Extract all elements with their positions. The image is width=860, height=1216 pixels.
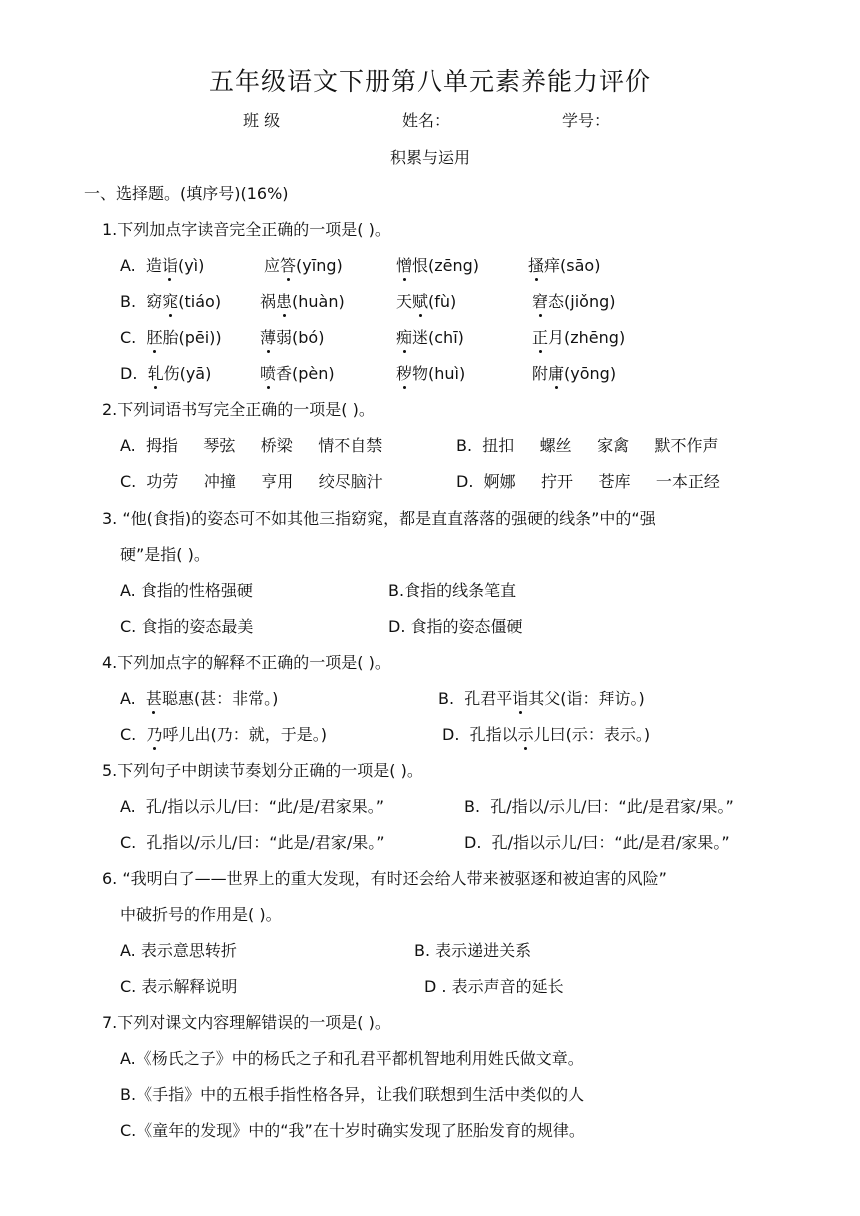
q1-option-b-word4: 窘态(jiǒng): [532, 292, 616, 311]
q3-option-d: D. 食指的姿态僵硬: [388, 617, 523, 636]
q4-option-a: A. 甚聪惠(甚：非常。): [120, 689, 279, 708]
q3-option-a: A. 食指的性格强硬: [120, 581, 253, 600]
q7-option-b: B.《手指》中的五根手指性格各异，让我们联想到生活中类似的人: [120, 1085, 585, 1104]
q5-option-b: B. 孔/指以/示儿/曰：“此/是君家/果。”: [464, 797, 734, 816]
part-heading: 一、选择题。(填序号)(16%): [84, 184, 289, 203]
class-label: 班 级: [243, 111, 281, 130]
q6-option-d: D . 表示声音的延长: [424, 977, 564, 996]
q2-option-a: A. 拇指 琴弦 桥梁 情不自禁: [120, 436, 383, 455]
question-5-stem: 5.下列句子中朗读节奏划分正确的一项是( )。: [102, 761, 423, 780]
q5-option-a: A. 孔/指以示儿/曰：“此/是/君家果。”: [120, 797, 385, 816]
dotted-char: 答: [280, 256, 297, 275]
q1-option-a-word3: 憎恨(zēng): [396, 256, 480, 275]
q2-option-b: B. 扭扣 螺丝 家禽 默不作声: [456, 436, 719, 455]
q1-option-d: D. 轧伤(yā): [120, 364, 212, 383]
question-3-stem-cont: 硬”是指( )。: [120, 545, 210, 564]
name-label: 姓名：: [402, 111, 451, 130]
q1-option-c: C. 胚胎(pēi)): [120, 328, 222, 347]
dotted-char: 患: [276, 292, 293, 311]
question-3-stem: 3. “他(食指)的姿态可不如其他三指窈窕，都是直直落落的强硬的线条”中的“强: [102, 509, 656, 528]
option-letter: B.: [120, 292, 137, 311]
dotted-char: 憎: [396, 256, 413, 275]
q6-option-b: B. 表示递进关系: [414, 941, 532, 960]
q1-option-d-word2: 喷香(pèn): [260, 364, 335, 383]
dotted-char: 秽: [396, 364, 413, 383]
q1-option-b-word2: 祸患(huàn): [260, 292, 345, 311]
dotted-char: 示: [517, 725, 534, 744]
dotted-char: 窕: [162, 292, 179, 311]
dotted-char: 赋: [412, 292, 429, 311]
q7-option-c: C.《童年的发现》中的“我”在十岁时确实发现了胚胎发育的规律。: [120, 1121, 585, 1140]
dotted-char: 痴: [396, 328, 413, 347]
dotted-char: 庸: [548, 364, 565, 383]
q7-option-a: A.《杨氏之子》中的杨氏之子和孔君平都机智地利用姓氏做文章。: [120, 1049, 584, 1068]
q4-option-c: C. 乃呼儿出(乃：就，于是。): [120, 725, 327, 744]
q1-option-d-word3: 秽物(huì): [396, 364, 466, 383]
option-letter: C.: [120, 328, 137, 347]
option-letter: D.: [120, 364, 138, 383]
question-4-stem: 4.下列加点字的解释不正确的一项是( )。: [102, 653, 391, 672]
q1-option-b-word3: 天赋(fù): [396, 292, 457, 311]
dotted-char: 诣: [512, 689, 529, 708]
dotted-char: 乃: [146, 725, 163, 744]
page-title: 五年级语文下册第八单元素养能力评价: [208, 67, 651, 96]
dotted-char: 轧: [147, 364, 164, 383]
dotted-char: 正: [532, 328, 549, 347]
question-7-stem: 7.下列对课文内容理解错误的一项是( )。: [102, 1013, 391, 1032]
q1-option-c-word3: 痴迷(chī): [396, 328, 464, 347]
section-heading: 积累与运用: [389, 148, 470, 167]
dotted-char: 窘: [532, 292, 549, 311]
q1-option-c-word4: 正月(zhēng): [532, 328, 626, 347]
question-1-stem: 1.下列加点字读音完全正确的一项是( )。: [102, 220, 391, 239]
q5-option-d: D. 孔/指以示儿/曰：“此/是君/家果。”: [464, 833, 730, 852]
q4-option-b: B. 孔君平诣其父(诣：拜访。): [438, 689, 645, 708]
dotted-char: 喷: [260, 364, 277, 383]
q2-option-c: C. 功劳 冲撞 亨用 绞尽脑汁: [120, 472, 383, 491]
q1-option-a-word4: 搔痒(sāo): [528, 256, 601, 275]
dotted-char: 胚: [146, 328, 163, 347]
q6-option-c: C. 表示解释说明: [120, 977, 238, 996]
question-6-stem-cont: 中破折号的作用是( )。: [120, 905, 282, 924]
student-id-label: 学号：: [562, 111, 611, 130]
q5-option-c: C. 孔指以/示儿/曰：“此是/君家/果。”: [120, 833, 385, 852]
dotted-char: 薄: [260, 328, 277, 347]
q4-option-d: D. 孔指以示儿曰(示：表示。): [442, 725, 651, 744]
q1-option-a: A. 造诣(yì): [120, 256, 205, 275]
dotted-char: 诣: [161, 256, 178, 275]
q1-option-d-word4: 附庸(yōng): [532, 364, 617, 383]
dotted-char: 搔: [528, 256, 545, 275]
dotted-char: 甚: [145, 689, 162, 708]
q6-option-a: A. 表示意思转折: [120, 941, 237, 960]
q1-option-c-word2: 薄弱(bó): [260, 328, 325, 347]
question-2-stem: 2.下列词语书写完全正确的一项是( )。: [102, 400, 375, 419]
q3-option-c: C. 食指的姿态最美: [120, 617, 254, 636]
q3-option-b: B.食指的线条笔直: [388, 581, 517, 600]
q1-option-a-word2: 应答(yīng): [264, 256, 343, 275]
q1-option-b: B. 窈窕(tiáo): [120, 292, 222, 311]
option-letter: A.: [120, 256, 136, 275]
q2-option-d: D. 婀娜 拧开 苍库 一本正经: [456, 472, 720, 491]
question-6-stem: 6. “我明白了——世界上的重大发现，有时还会给人带来被驱逐和被迫害的风险”: [102, 869, 667, 888]
